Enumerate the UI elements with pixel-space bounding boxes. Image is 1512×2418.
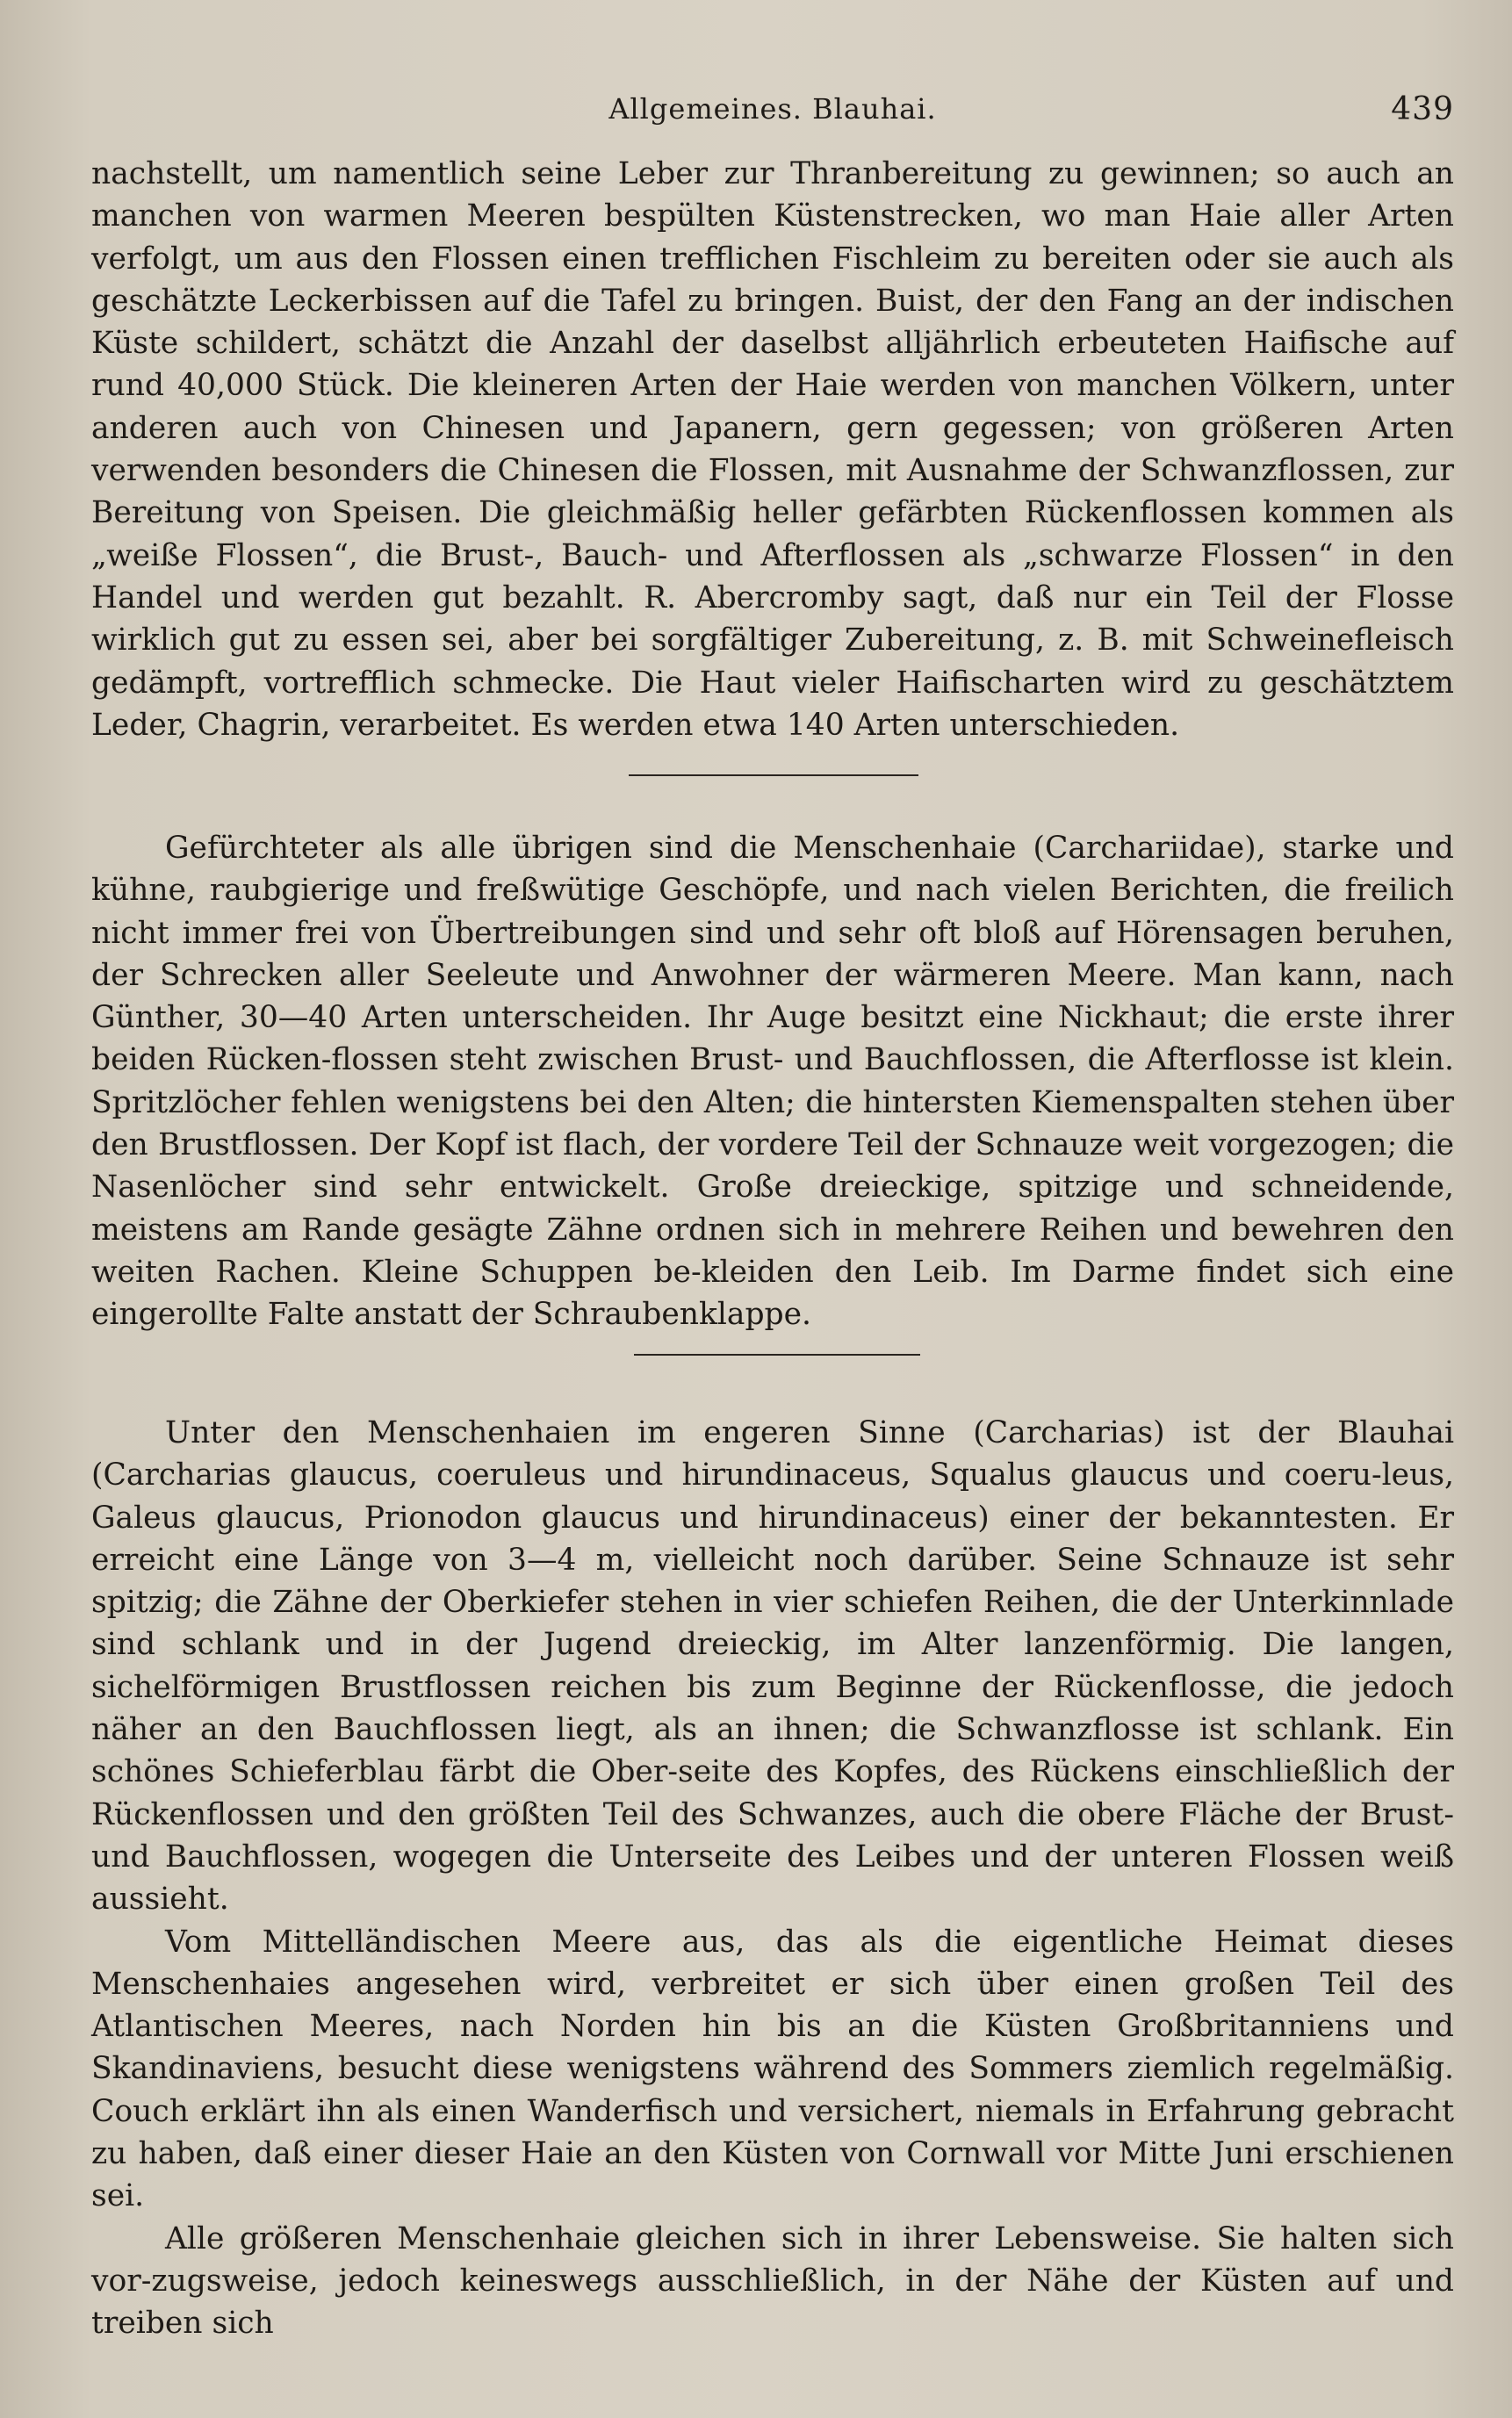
paragraph-menschenhaie: Gefürchteter als alle übrigen sind die Menschenhaie (Carchariidae), starke und kühne, raubgierige und freßwütige Geschöpfe, und nach vielen Berichten, die freilich nicht immer frei von Übertreibungen sind und sehr oft bloß auf Hörensagen beruhen, der Schrecken aller Seeleute und Anwohner der wärmeren Meere. Man kann, nach Günther, 30—40 Arten unterscheiden. Ihr Auge besitzt eine Nickhaut; die erste ihrer beiden Rücken-flossen steht zwischen Brust- und Bauchflossen, die Afterflosse ist klein. Spritzlöcher fehlen wenigstens bei den Alten; die hintersten Kiemenspalten stehen über den Brustflossen. Der Kopf ist flach, der vordere Teil der Schnauze weit vorgezogen; die Nasenlöcher sind sehr entwickelt. Große dreieckige, spitzige und schneidende, meistens am Rande gesägte Zähne ordnen sich in mehrere Reihen und bewehren den weiten Rachen. Kleine Schuppen be-kleiden den Leib. Im Darme findet sich eine eingerollte Falte anstatt der Schraubenklappe. [91, 831, 1454, 1333]
running-header [91, 84, 1454, 133]
running-head-title: Allgemeines. Blauhai. [608, 92, 937, 126]
page-number: 439 [1391, 91, 1454, 127]
paragraph-lebensweise: Alle größeren Menschenhaie gleichen sich in ihrer Lebensweise. Sie halten sich vor-zugsweise, jedoch keineswegs ausschließlich, in der Nähe der Küsten auf und treiben sich [91, 2220, 1454, 2342]
paragraph-continuation: nachstellt, um namentlich seine Leber zur Thranbereitung zu gewinnen; so auch an manchen von warmen Meeren bespülten Küstenstrecken, wo man Haie aller Arten verfolgt, um aus den Flossen einen trefflichen Fischleim zu bereiten oder sie auch als geschätzte Leckerbissen auf die Tafel zu bringen. Buist, der den Fang an der indischen Küste schildert, schätzt die Anzahl der daselbst alljährlich erbeuteten Haifische auf rund 40,000 Stück. Die kleineren Arten der Haie werden von manchen Völkern, unter anderen auch von Chinesen und Japanern, gern gegessen; von größeren Arten verwenden besonders die Chinesen die Flossen, mit Ausnahme der Schwanzflossen, zur Bereitung von Speisen. Die gleichmäßig heller gefärbten Rückenflossen kommen als „weiße Flossen“, die Brust-, Bauch- und Afterflossen als „schwarze Flossen“ in den Handel und werden gut bezahlt. R. Abercromby sagt, daß nur ein Teil der Flosse wirklich gut zu essen sei, aber bei sorgfältiger Zubereitung, z. B. mit Schweinefleisch gedämpft, vortrefflich schmecke. Die Haut vieler Haifischarten wird zu geschätztem Leder, Chagrin, verarbeitet. Es werden etwa 140 Arten unterschieden. [91, 156, 1454, 743]
paragraph-blauhai-description: Unter den Menschenhaien im engeren Sinne (Carcharias) ist der Blauhai (Carcharias glaucus, coeruleus und hirundinaceus, Squalus glaucus und coeru-leus, Galeus glaucus, Prionodon glaucus und hirundinaceus) einer der bekanntesten. Er erreicht eine Länge von 3—4 m, vielleicht noch darüber. Seine Schnauze ist sehr spitzig; die Zähne der Oberkiefer stehen in vier schiefen Reihen, die der Unterkinnlade sind schlank und in der Jugend dreieckig, im Alter lanzenförmig. Die langen, sichelförmigen Brustflossen reichen bis zum Beginne der Rückenflosse, die jedoch näher an den Bauchflossen liegt, als an ihnen; die Schwanzflosse ist schlank. Ein schönes Schieferblau färbt die Ober-seite des Kopfes, des Rückens einschließlich der Rückenflossen und den größten Teil des Schwanzes, auch die obere Fläche der Brust- und Bauchflossen, wogegen die Unterseite des Leibes und der unteren Flossen weiß aussieht. [91, 1415, 1454, 1918]
section-divider [629, 774, 918, 776]
section-fins-and-uses [91, 153, 1454, 746]
section-divider [634, 1354, 920, 1356]
section-blauhai [91, 1412, 1454, 2345]
paragraph-blauhai-distribution: Vom Mittelländischen Meere aus, das als die eigentliche Heimat dieses Menschenhaies angesehen wird, verbreitet er sich über einen großen Teil des Atlantischen Meeres, nach Norden hin bis an die Küsten Großbritanniens und Skandinaviens, besucht diese wenigstens während des Sommers ziemlich regelmäßig. Couch erklärt ihn als einen Wanderfisch und versichert, niemals in Erfahrung gebracht zu haben, daß einer dieser Haie an den Küsten von Cornwall vor Mitte Juni erschienen sei. [91, 1924, 1454, 2214]
section-menschenhaie [91, 827, 1454, 1336]
